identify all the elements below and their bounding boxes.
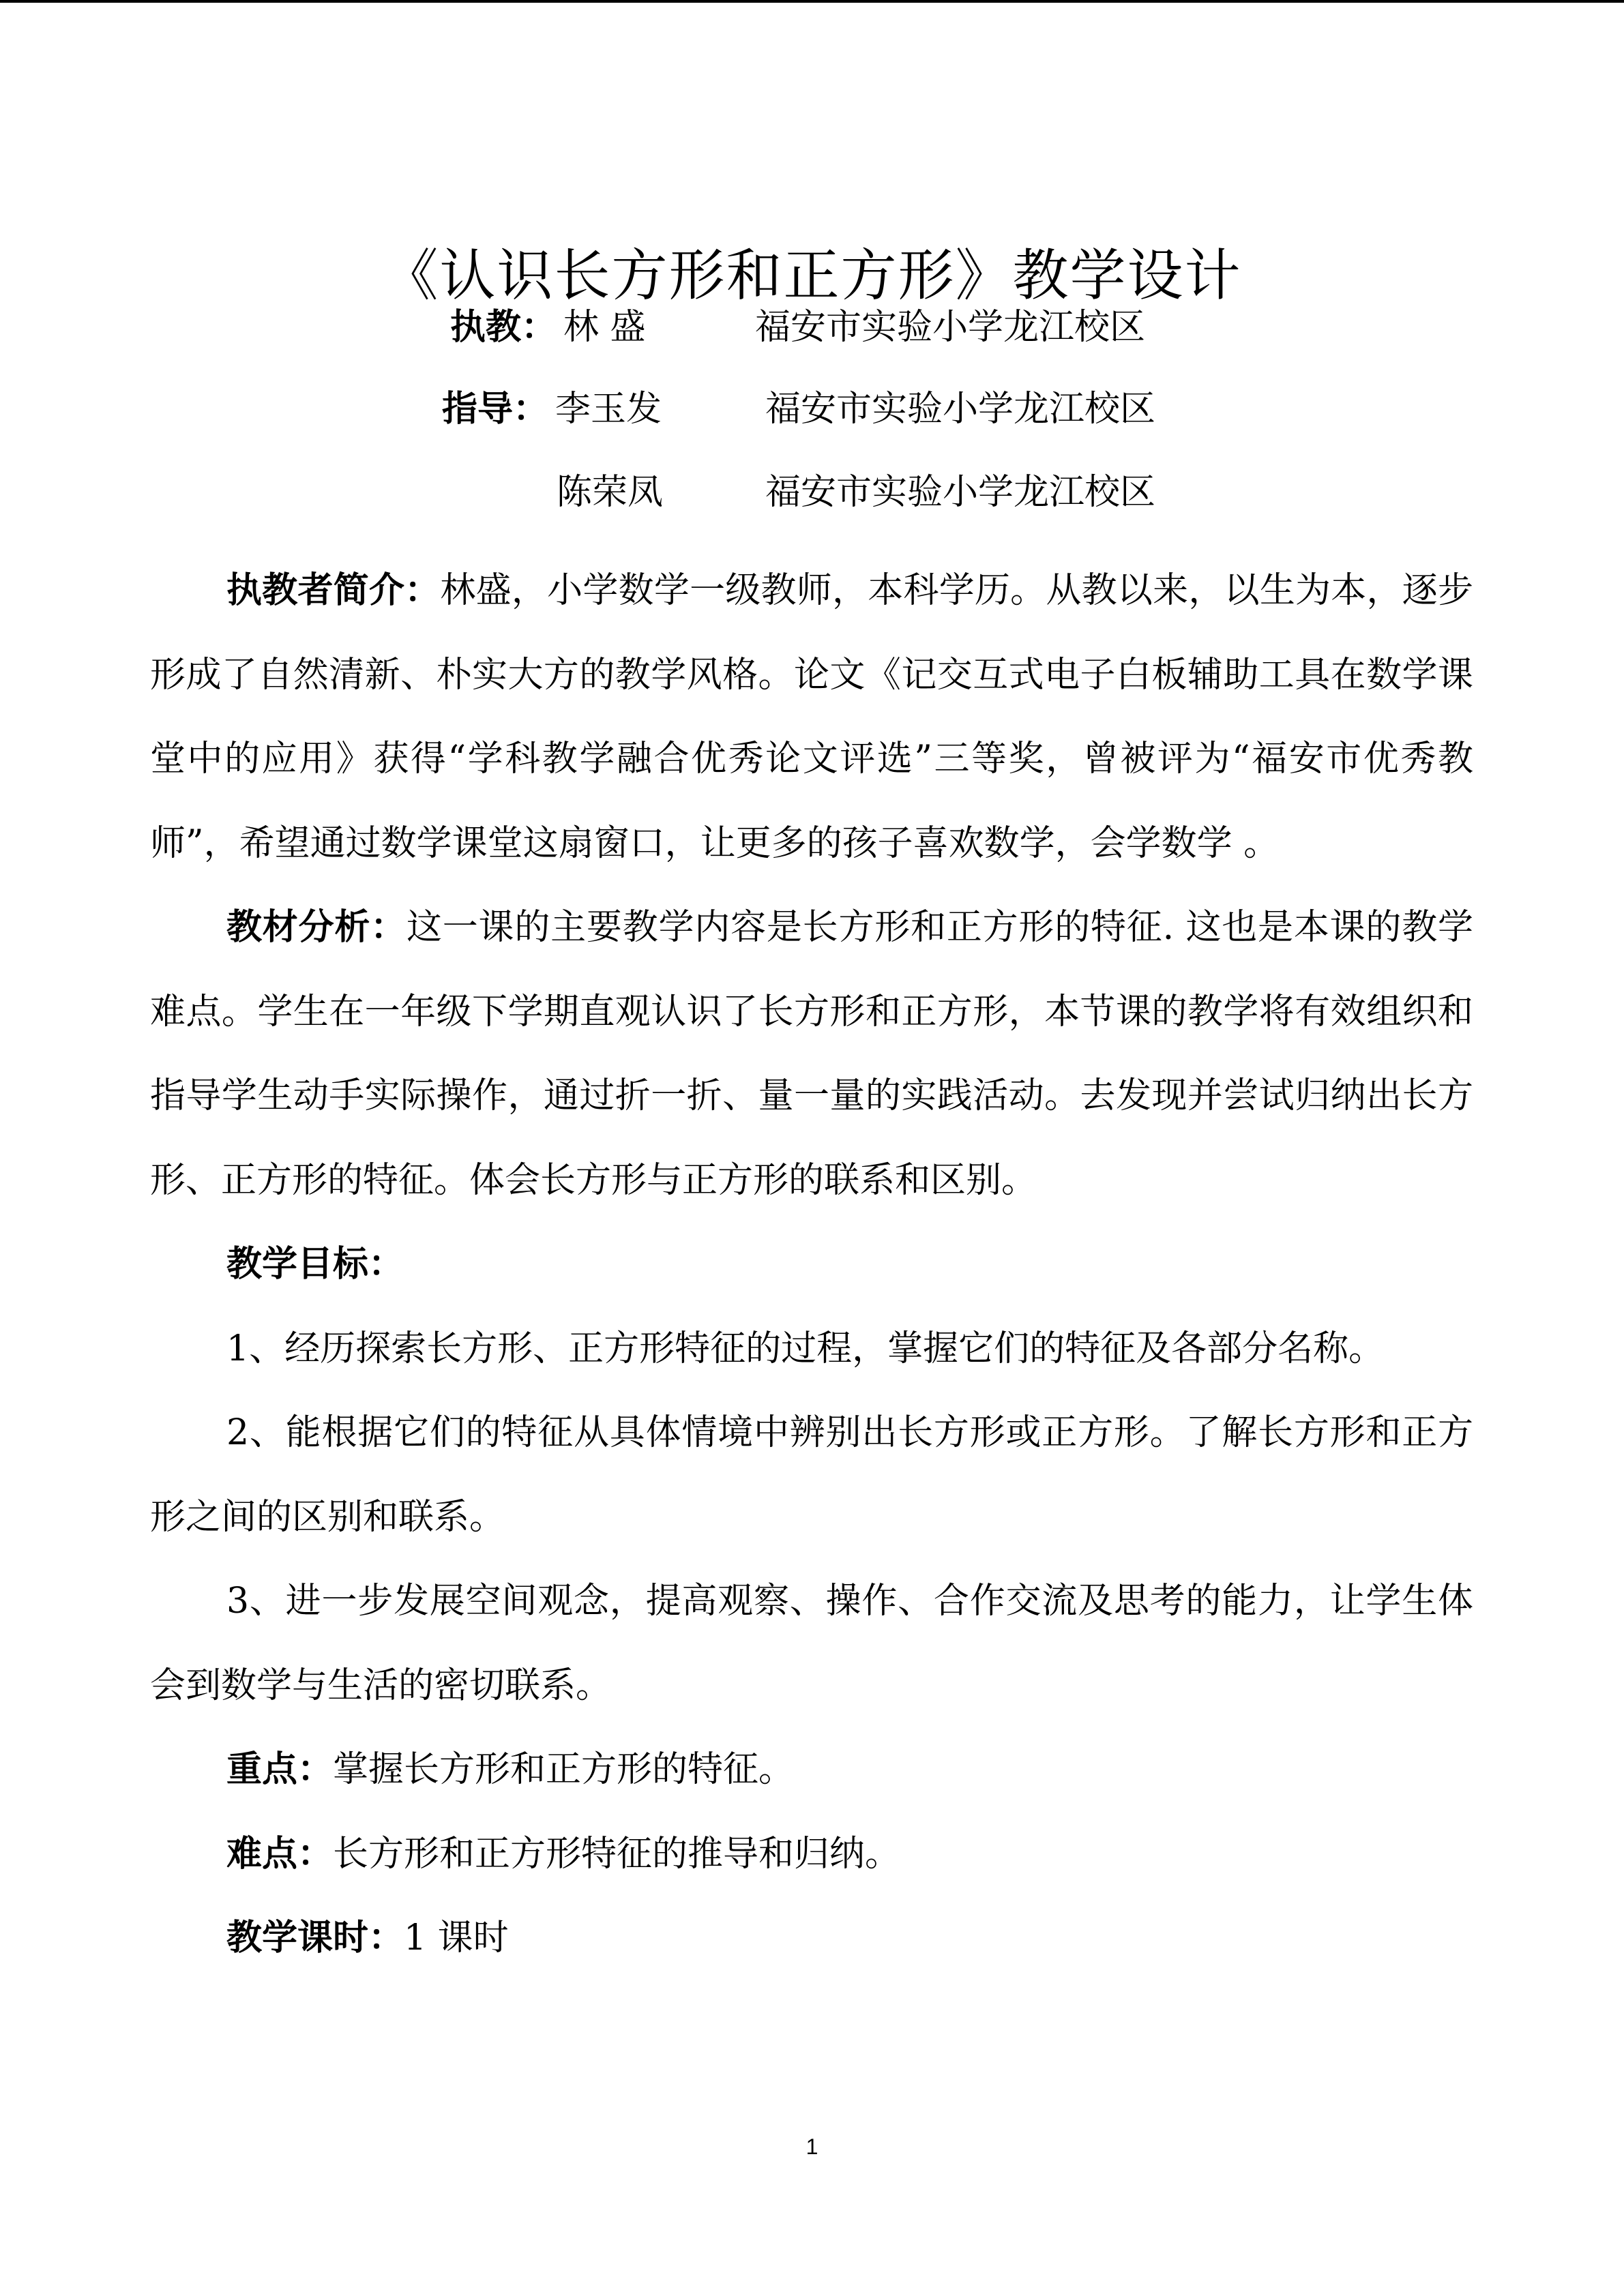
analysis-label: 教材分析： xyxy=(226,907,407,948)
goals-label: 教学目标： xyxy=(226,1244,404,1285)
goal-item: 3、进一步发展空间观念，提高观察、操作、合作交流及思考的能力，让学生体会到数学与生活的密切联系。 xyxy=(150,1581,1473,1706)
credit-name: 林 盛 xyxy=(563,307,646,348)
goal-item: 2、能根据它们的特征从具体情境中辨别出长方形或正方形。了解长方形和正方形之间的区别和联系。 xyxy=(150,1412,1473,1538)
hours-text: 1 课时 xyxy=(404,1918,509,1958)
credit-role: 执教： xyxy=(450,307,557,348)
top-border-line xyxy=(0,0,1624,3)
credit-school: 福安市实验小学龙江校区 xyxy=(755,307,1146,348)
credit-name: 李玉发 xyxy=(555,389,662,430)
credit-advisor-2 xyxy=(557,465,1156,520)
goal-item: 1、经历探索长方形、正方形特征的过程，掌握它们的特征及各部分名称。 xyxy=(226,1328,1385,1369)
credit-teacher xyxy=(450,300,1146,355)
document-title: 《认识长方形和正方形》教学设计 xyxy=(382,243,1242,308)
difficulty-text: 长方形和正方形特征的推导和归纳。 xyxy=(333,1833,901,1875)
credit-advisor xyxy=(442,382,1156,436)
credit-name: 陈荣凤 xyxy=(557,472,664,513)
key-label: 重点： xyxy=(226,1749,334,1790)
document-body xyxy=(150,549,1473,1981)
hours-label: 教学课时： xyxy=(226,1918,404,1958)
credit-school: 福安市实验小学龙江校区 xyxy=(765,472,1156,513)
goals-heading xyxy=(150,1223,1473,1307)
intro-paragraph xyxy=(150,549,1473,886)
intro-label: 执教者简介： xyxy=(226,570,441,611)
credit-role: 指导： xyxy=(442,389,549,430)
hours-paragraph xyxy=(150,1896,1473,1981)
key-text: 掌握长方形和正方形的特征。 xyxy=(333,1749,795,1790)
intro-text: 林盛，小学数学一级教师，本科学历。从教以来，以生为本，逐步形成了自然清新、朴实大方的教学风格。论文《记交互式电子白板辅助工具在数学课堂中的应用》获得“学科教学融合优秀论文评选”三等奖，曾被评为“福安市优秀教师”，希望通过数学课堂这扇窗口，让更多的孩子喜欢数学，会学数学 。 xyxy=(150,570,1473,864)
difficulty-label: 难点： xyxy=(226,1833,334,1875)
key-point-paragraph xyxy=(150,1728,1473,1813)
analysis-text: 这一课的主要教学内容是长方形和正方形的特征. 这也是本课的教学难点。学生在一年级下学期直观认识了长方形和正方形，本节课的教学将有效组织和指导学生动手实际操作，通过折一折、量一量的实践活动。去发现并尝试归纳出长方形、正方形的特征。体会长方形与正方形的联系和区别。 xyxy=(150,907,1473,1201)
analysis-paragraph xyxy=(150,886,1473,1223)
difficulty-paragraph xyxy=(150,1813,1473,1897)
credit-school: 福安市实验小学龙江校区 xyxy=(765,389,1156,430)
page-number: 1 xyxy=(806,2134,818,2159)
